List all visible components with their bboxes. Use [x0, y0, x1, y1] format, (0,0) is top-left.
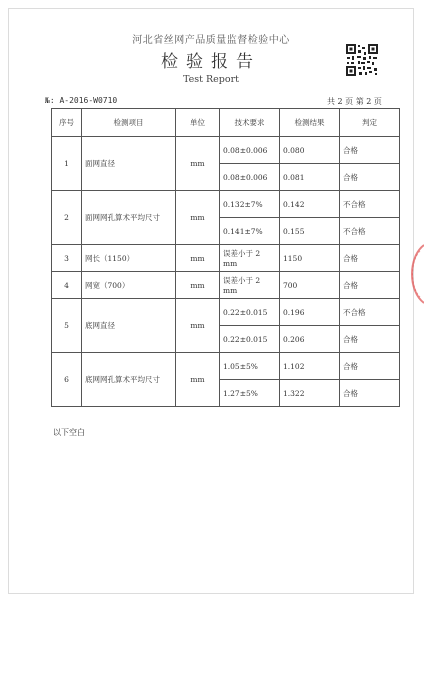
item-name-cell: 面网直径: [82, 137, 176, 191]
results-table: [51, 108, 400, 407]
table-row: [52, 191, 400, 218]
item-number-cell: 1: [52, 137, 82, 191]
table-row: [52, 272, 400, 299]
report-title: 检验报告: [161, 52, 261, 72]
requirement-cell: 误差小于 2 mm: [220, 272, 280, 299]
institute-name: 河北省丝网产品质量监督检验中心: [132, 35, 290, 46]
verdict-cell: 合格: [340, 380, 400, 407]
requirement-cell: 0.08±0.006: [220, 137, 280, 164]
unit-cell: mm: [176, 191, 220, 245]
verdict-cell: 合格: [340, 164, 400, 191]
unit-cell: mm: [176, 137, 220, 191]
verdict-cell: 合格: [340, 326, 400, 353]
unit-cell: mm: [176, 353, 220, 407]
col-header-requirement: 技术要求: [220, 109, 280, 137]
result-cell: 0.080: [280, 137, 340, 164]
result-cell: 700: [280, 272, 340, 299]
verdict-cell: 不合格: [340, 191, 400, 218]
item-number-cell: 6: [52, 353, 82, 407]
result-cell: 0.196: [280, 299, 340, 326]
col-header-no: 序号: [52, 109, 82, 137]
requirement-cell: 1.27±5%: [220, 380, 280, 407]
col-header-result: 检测结果: [280, 109, 340, 137]
end-note: 以下空白: [53, 428, 85, 437]
unit-cell: mm: [176, 299, 220, 353]
table-row: [52, 245, 400, 272]
verdict-cell: 合格: [340, 137, 400, 164]
unit-cell: mm: [176, 245, 220, 272]
result-cell: 0.206: [280, 326, 340, 353]
requirement-cell: 0.141±7%: [220, 218, 280, 245]
report-number: №: A-2016-W0710: [45, 96, 118, 105]
result-cell: 1.322: [280, 380, 340, 407]
verdict-cell: 合格: [340, 245, 400, 272]
requirement-cell: 0.132±7%: [220, 191, 280, 218]
item-number-cell: 4: [52, 272, 82, 299]
result-cell: 0.142: [280, 191, 340, 218]
requirement-cell: 0.08±0.006: [220, 164, 280, 191]
item-name-cell: 底网直径: [82, 299, 176, 353]
table-row: [52, 299, 400, 326]
requirement-cell: 1.05±5%: [220, 353, 280, 380]
item-name-cell: 网长（1150）: [82, 245, 176, 272]
item-number-cell: 5: [52, 299, 82, 353]
item-name-cell: 网宽（700）: [82, 272, 176, 299]
col-header-unit: 单位: [176, 109, 220, 137]
result-cell: 1.102: [280, 353, 340, 380]
requirement-cell: 误差小于 2 mm: [220, 245, 280, 272]
item-number-cell: 2: [52, 191, 82, 245]
requirement-cell: 0.22±0.015: [220, 299, 280, 326]
verdict-cell: 不合格: [340, 218, 400, 245]
page-count: 共 2 页 第 2 页: [327, 97, 382, 106]
requirement-cell: 0.22±0.015: [220, 326, 280, 353]
item-number-cell: 3: [52, 245, 82, 272]
report-page: [8, 8, 414, 594]
col-header-verdict: 判定: [340, 109, 400, 137]
report-subtitle: Test Report: [183, 74, 239, 85]
result-cell: 1150: [280, 245, 340, 272]
item-name-cell: 底网网孔算术平均尺寸: [82, 353, 176, 407]
result-cell: 0.081: [280, 164, 340, 191]
qr-code-icon: [345, 43, 379, 77]
verdict-cell: 不合格: [340, 299, 400, 326]
verdict-cell: 合格: [340, 353, 400, 380]
red-stamp-seal: [404, 243, 424, 305]
col-header-item: 检测项目: [82, 109, 176, 137]
verdict-cell: 合格: [340, 272, 400, 299]
item-name-cell: 面网网孔算术平均尺寸: [82, 191, 176, 245]
unit-cell: mm: [176, 272, 220, 299]
table-header-row: [52, 109, 400, 137]
result-cell: 0.155: [280, 218, 340, 245]
table-row: [52, 353, 400, 380]
table-row: [52, 137, 400, 164]
